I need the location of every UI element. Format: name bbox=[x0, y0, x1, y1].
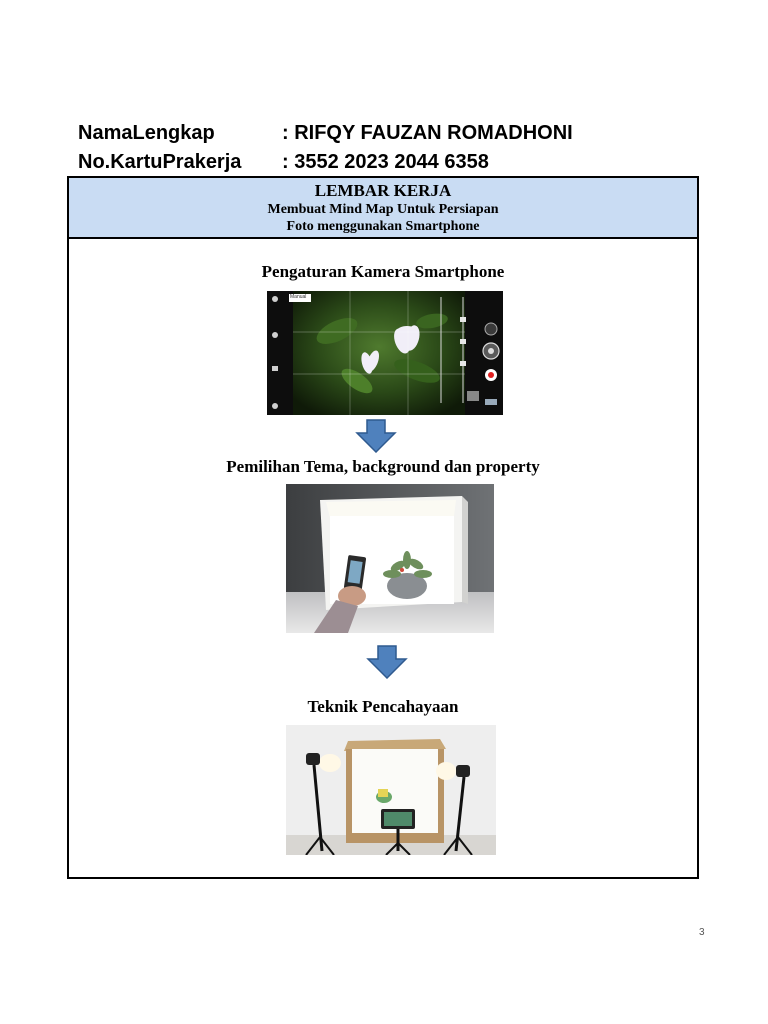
card-number-value: : 3552 2023 2044 6358 bbox=[282, 151, 489, 173]
worksheet-title-band bbox=[69, 178, 697, 239]
section-heading-theme: Pemilihan Tema, background dan property bbox=[226, 457, 540, 476]
worksheet-title: LEMBAR KERJA bbox=[314, 181, 452, 200]
camera-mode-label: Manual bbox=[290, 294, 307, 300]
camera-settings-photo bbox=[267, 291, 503, 415]
down-arrow-icon bbox=[355, 419, 397, 453]
camera-app-screenshot-image bbox=[267, 291, 503, 415]
section-heading-camera-settings: Pengaturan Kamera Smartphone bbox=[261, 262, 505, 281]
down-arrow-icon bbox=[366, 645, 408, 679]
worksheet-subtitle-line1: Membuat Mind Map Untuk Persiapan bbox=[267, 202, 499, 217]
worksheet-subtitle-line2: Foto menggunakan Smartphone bbox=[286, 219, 480, 234]
card-number-label: No.KartuPrakerja bbox=[78, 151, 242, 173]
lighting-setup-image bbox=[286, 725, 496, 855]
section-heading-lighting: Teknik Pencahayaan bbox=[307, 697, 459, 716]
light-box-photo bbox=[286, 484, 494, 633]
light-box-image bbox=[286, 484, 494, 633]
name-label: NamaLengkap bbox=[78, 122, 215, 144]
name-value: : RIFQY FAUZAN ROMADHONI bbox=[282, 122, 573, 144]
worksheet-box bbox=[67, 176, 699, 879]
page-number: 3 bbox=[699, 927, 705, 938]
lighting-photo bbox=[286, 725, 496, 855]
